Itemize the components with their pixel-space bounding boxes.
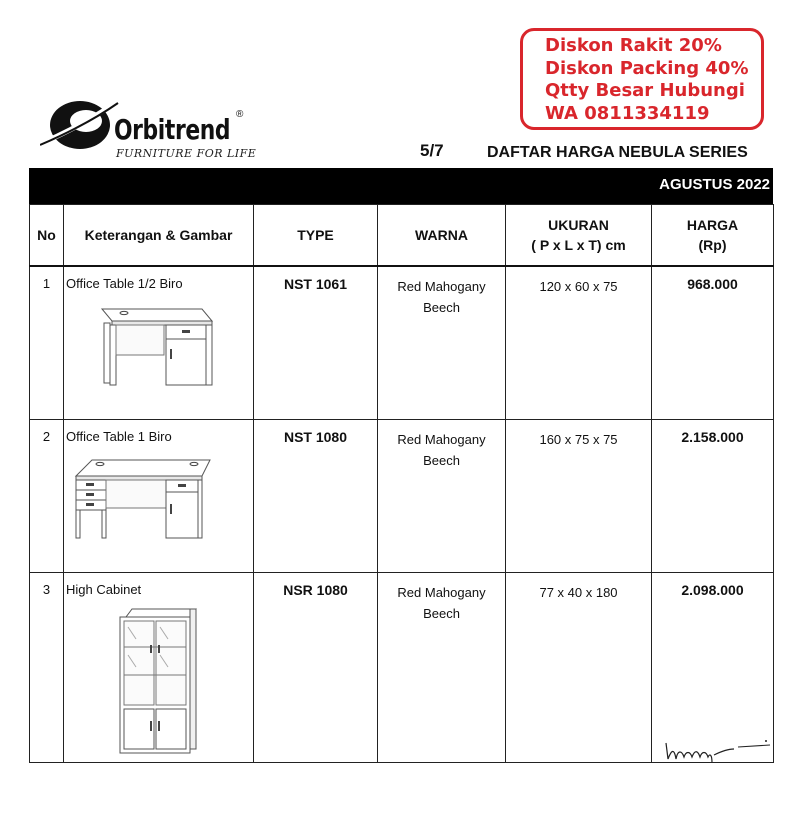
row-price: 968.000 xyxy=(652,266,774,420)
promo-line: Diskon Rakit 20% xyxy=(545,35,722,56)
full-biro-desk-illustration xyxy=(70,452,220,542)
row-color-1: Red Mahogany xyxy=(397,279,486,294)
row-price: 2.098.000 xyxy=(652,573,774,763)
row-size: 160 x 75 x 75 xyxy=(506,420,652,573)
col-header-size-unit: ( P x L x T) cm xyxy=(531,237,626,253)
col-header-price xyxy=(652,205,774,267)
orbit-logo-icon xyxy=(40,95,120,155)
row-type: NSR 1080 xyxy=(254,573,378,763)
row-type: NST 1080 xyxy=(254,420,378,573)
row-description-text: Office Table 1 Biro xyxy=(66,429,172,444)
row-number: 2 xyxy=(30,420,64,573)
col-header-no: No xyxy=(30,205,64,267)
table-header-row xyxy=(30,205,774,267)
row-color xyxy=(378,573,506,763)
table-row xyxy=(30,266,774,420)
col-header-size-line: UKURAN xyxy=(548,217,609,233)
col-header-price-unit: (Rp) xyxy=(698,237,727,253)
row-type: NST 1061 xyxy=(254,266,378,420)
table-row xyxy=(30,573,774,763)
high-cabinet-illustration xyxy=(114,605,204,755)
row-color xyxy=(378,266,506,420)
row-size: 120 x 60 x 75 xyxy=(506,266,652,420)
row-color-1: Red Mahogany xyxy=(397,585,486,600)
row-number: 3 xyxy=(30,573,64,763)
handwritten-signature xyxy=(662,737,772,767)
brand-tagline: FURNITURE FOR LIFE xyxy=(116,147,257,160)
row-description xyxy=(64,266,254,420)
row-color-2: Beech xyxy=(423,606,460,621)
page-number: 5/7 xyxy=(420,141,444,160)
row-size: 77 x 40 x 180 xyxy=(506,573,652,763)
row-color xyxy=(378,420,506,573)
promo-line: Diskon Packing 40% xyxy=(545,57,749,79)
col-header-type: TYPE xyxy=(254,205,378,267)
company-logo xyxy=(40,95,260,165)
brand-name: Orbitrend xyxy=(114,113,231,146)
col-header-size xyxy=(506,205,652,267)
col-header-price-line: HARGA xyxy=(686,217,739,233)
registered-mark: ® xyxy=(236,109,244,120)
promo-box xyxy=(520,28,764,130)
row-description-text: High Cabinet xyxy=(66,582,142,597)
col-header-color: WARNA xyxy=(378,205,506,267)
row-price: 2.158.000 xyxy=(652,420,774,573)
row-color-1: Red Mahogany xyxy=(397,432,486,447)
price-table xyxy=(29,204,774,763)
period-bar xyxy=(29,168,773,204)
table-row xyxy=(30,420,774,573)
col-header-desc: Keterangan & Gambar xyxy=(64,205,254,267)
row-description xyxy=(64,573,254,763)
row-description xyxy=(64,420,254,573)
row-color-2: Beech xyxy=(423,453,460,468)
promo-line: WA 0811334119 xyxy=(545,102,710,124)
row-description-text: Office Table 1/2 Biro xyxy=(66,276,183,291)
row-number: 1 xyxy=(30,266,64,420)
period-label: AGUSTUS 2022 xyxy=(659,176,770,193)
promo-line: Qtty Besar Hubungi xyxy=(545,80,745,101)
half-biro-desk-illustration xyxy=(84,299,214,389)
page-title: DAFTAR HARGA NEBULA SERIES xyxy=(487,144,748,161)
row-color-2: Beech xyxy=(423,300,460,315)
